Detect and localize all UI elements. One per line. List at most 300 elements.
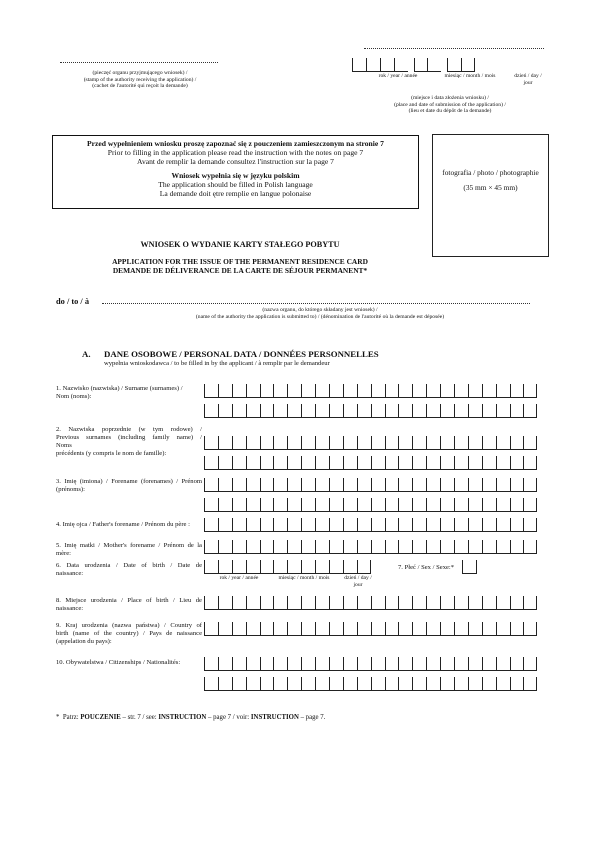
char-box[interactable] xyxy=(218,657,232,671)
char-box[interactable] xyxy=(218,498,232,512)
char-box[interactable] xyxy=(246,657,260,671)
char-box[interactable] xyxy=(496,404,510,418)
char-box[interactable] xyxy=(454,498,468,512)
char-box[interactable] xyxy=(357,478,371,492)
char-box[interactable] xyxy=(454,540,468,554)
char-box[interactable] xyxy=(260,456,274,470)
char-box[interactable] xyxy=(301,622,315,636)
char-box[interactable] xyxy=(301,540,315,554)
char-box[interactable] xyxy=(329,498,343,512)
char-box[interactable] xyxy=(357,498,371,512)
char-box[interactable] xyxy=(496,657,510,671)
char-box[interactable] xyxy=(454,404,468,418)
char-box[interactable] xyxy=(343,404,357,418)
char-box[interactable] xyxy=(523,622,537,636)
char-box[interactable] xyxy=(454,677,468,691)
char-box[interactable] xyxy=(315,478,329,492)
char-box[interactable] xyxy=(246,456,260,470)
char-box[interactable] xyxy=(371,677,385,691)
char-box[interactable] xyxy=(287,404,301,418)
char-box[interactable] xyxy=(204,498,218,512)
char-box[interactable] xyxy=(260,540,274,554)
char-box[interactable] xyxy=(510,478,524,492)
char-box[interactable] xyxy=(218,622,232,636)
char-box[interactable] xyxy=(523,478,537,492)
char-box[interactable] xyxy=(510,657,524,671)
char-box[interactable] xyxy=(468,677,482,691)
char-box[interactable] xyxy=(523,384,537,398)
char-box[interactable] xyxy=(371,596,385,610)
char-box[interactable] xyxy=(523,677,537,691)
char-box[interactable] xyxy=(371,456,385,470)
char-box[interactable] xyxy=(398,498,412,512)
char-box[interactable] xyxy=(385,498,399,512)
char-box[interactable] xyxy=(204,384,218,398)
char-box[interactable] xyxy=(315,596,329,610)
char-box[interactable] xyxy=(329,384,343,398)
char-box[interactable] xyxy=(343,657,357,671)
char-box[interactable] xyxy=(260,498,274,512)
char-box[interactable] xyxy=(246,384,260,398)
char-box[interactable] xyxy=(218,677,232,691)
char-box[interactable] xyxy=(343,622,357,636)
char-box[interactable] xyxy=(523,518,537,532)
char-box[interactable] xyxy=(301,657,315,671)
char-box[interactable] xyxy=(523,657,537,671)
char-box[interactable] xyxy=(398,596,412,610)
char-box[interactable] xyxy=(273,384,287,398)
char-box[interactable] xyxy=(260,657,274,671)
char-box[interactable] xyxy=(287,518,301,532)
char-box[interactable] xyxy=(468,478,482,492)
char-box[interactable] xyxy=(496,622,510,636)
char-box[interactable] xyxy=(462,560,477,574)
char-box[interactable] xyxy=(329,456,343,470)
char-box[interactable] xyxy=(273,560,287,574)
char-box[interactable] xyxy=(523,404,537,418)
char-box[interactable] xyxy=(371,436,385,450)
char-box[interactable] xyxy=(426,596,440,610)
char-box[interactable] xyxy=(371,540,385,554)
char-box[interactable] xyxy=(398,622,412,636)
char-box[interactable] xyxy=(232,436,246,450)
char-box[interactable] xyxy=(523,456,537,470)
char-box[interactable] xyxy=(273,456,287,470)
char-box[interactable] xyxy=(218,518,232,532)
char-box[interactable] xyxy=(315,384,329,398)
char-box[interactable] xyxy=(398,436,412,450)
char-box[interactable] xyxy=(412,384,426,398)
char-box[interactable] xyxy=(440,436,454,450)
char-box[interactable] xyxy=(260,436,274,450)
char-box[interactable] xyxy=(246,677,260,691)
char-box[interactable] xyxy=(301,498,315,512)
char-box[interactable] xyxy=(301,404,315,418)
submission-date-boxes[interactable] xyxy=(352,58,475,72)
char-box[interactable] xyxy=(246,596,260,610)
char-box[interactable] xyxy=(426,677,440,691)
char-box[interactable] xyxy=(343,498,357,512)
char-box[interactable] xyxy=(329,518,343,532)
char-box[interactable] xyxy=(232,622,246,636)
char-box[interactable] xyxy=(287,498,301,512)
char-box[interactable] xyxy=(468,657,482,671)
char-box[interactable] xyxy=(357,677,371,691)
char-box[interactable] xyxy=(357,540,371,554)
previous-surnames-boxes-row2[interactable] xyxy=(204,456,537,470)
char-box[interactable] xyxy=(315,540,329,554)
char-box[interactable] xyxy=(394,58,408,72)
char-box[interactable] xyxy=(440,657,454,671)
char-box[interactable] xyxy=(329,560,343,574)
char-box[interactable] xyxy=(204,518,218,532)
char-box[interactable] xyxy=(287,677,301,691)
char-box[interactable] xyxy=(510,456,524,470)
char-box[interactable] xyxy=(454,622,468,636)
char-box[interactable] xyxy=(329,436,343,450)
char-box[interactable] xyxy=(385,478,399,492)
char-box[interactable] xyxy=(510,596,524,610)
surname-boxes-row2[interactable] xyxy=(204,404,537,418)
char-box[interactable] xyxy=(510,384,524,398)
char-box[interactable] xyxy=(273,622,287,636)
char-box[interactable] xyxy=(204,677,218,691)
previous-surnames-boxes-row1[interactable] xyxy=(204,436,537,450)
char-box[interactable] xyxy=(412,456,426,470)
char-box[interactable] xyxy=(496,518,510,532)
char-box[interactable] xyxy=(385,540,399,554)
char-box[interactable] xyxy=(287,560,301,574)
char-box[interactable] xyxy=(260,478,274,492)
char-box[interactable] xyxy=(273,540,287,554)
char-box[interactable] xyxy=(357,560,371,574)
char-box[interactable] xyxy=(468,404,482,418)
char-box[interactable] xyxy=(454,478,468,492)
char-box[interactable] xyxy=(371,404,385,418)
char-box[interactable] xyxy=(287,384,301,398)
char-box[interactable] xyxy=(301,478,315,492)
char-box[interactable] xyxy=(412,478,426,492)
char-box[interactable] xyxy=(343,540,357,554)
char-box[interactable] xyxy=(329,404,343,418)
char-box[interactable] xyxy=(398,657,412,671)
char-box[interactable] xyxy=(385,436,399,450)
char-box[interactable] xyxy=(315,622,329,636)
char-box[interactable] xyxy=(218,404,232,418)
father-forename-boxes[interactable] xyxy=(204,518,537,532)
char-box[interactable] xyxy=(246,560,260,574)
char-box[interactable] xyxy=(232,518,246,532)
char-box[interactable] xyxy=(204,622,218,636)
char-box[interactable] xyxy=(315,404,329,418)
char-box[interactable] xyxy=(273,657,287,671)
char-box[interactable] xyxy=(218,478,232,492)
char-box[interactable] xyxy=(398,456,412,470)
char-box[interactable] xyxy=(204,456,218,470)
char-box[interactable] xyxy=(426,622,440,636)
char-box[interactable] xyxy=(371,518,385,532)
char-box[interactable] xyxy=(385,404,399,418)
char-box[interactable] xyxy=(482,622,496,636)
char-box[interactable] xyxy=(496,540,510,554)
char-box[interactable] xyxy=(412,677,426,691)
char-box[interactable] xyxy=(343,677,357,691)
char-box[interactable] xyxy=(426,498,440,512)
char-box[interactable] xyxy=(287,478,301,492)
char-box[interactable] xyxy=(412,596,426,610)
char-box[interactable] xyxy=(232,384,246,398)
char-box[interactable] xyxy=(440,456,454,470)
char-box[interactable] xyxy=(232,404,246,418)
char-box[interactable] xyxy=(454,384,468,398)
char-box[interactable] xyxy=(510,677,524,691)
char-box[interactable] xyxy=(440,622,454,636)
char-box[interactable] xyxy=(426,436,440,450)
char-box[interactable] xyxy=(204,478,218,492)
char-box[interactable] xyxy=(482,518,496,532)
char-box[interactable] xyxy=(371,622,385,636)
char-box[interactable] xyxy=(329,657,343,671)
char-box[interactable] xyxy=(398,404,412,418)
char-box[interactable] xyxy=(204,560,218,574)
char-box[interactable] xyxy=(301,560,315,574)
char-box[interactable] xyxy=(273,498,287,512)
char-box[interactable] xyxy=(385,384,399,398)
char-box[interactable] xyxy=(496,384,510,398)
char-box[interactable] xyxy=(482,436,496,450)
char-box[interactable] xyxy=(343,384,357,398)
char-box[interactable] xyxy=(371,498,385,512)
char-box[interactable] xyxy=(301,436,315,450)
char-box[interactable] xyxy=(371,384,385,398)
char-box[interactable] xyxy=(461,58,475,72)
char-box[interactable] xyxy=(357,436,371,450)
char-box[interactable] xyxy=(468,596,482,610)
char-box[interactable] xyxy=(510,404,524,418)
char-box[interactable] xyxy=(523,596,537,610)
char-box[interactable] xyxy=(329,596,343,610)
char-box[interactable] xyxy=(287,456,301,470)
char-box[interactable] xyxy=(246,540,260,554)
citizenship-boxes-row2[interactable] xyxy=(204,677,537,691)
char-box[interactable] xyxy=(204,596,218,610)
char-box[interactable] xyxy=(260,677,274,691)
char-box[interactable] xyxy=(523,436,537,450)
char-box[interactable] xyxy=(385,677,399,691)
char-box[interactable] xyxy=(426,456,440,470)
char-box[interactable] xyxy=(447,58,461,72)
char-box[interactable] xyxy=(385,622,399,636)
char-box[interactable] xyxy=(357,404,371,418)
char-box[interactable] xyxy=(371,657,385,671)
char-box[interactable] xyxy=(371,478,385,492)
char-box[interactable] xyxy=(523,540,537,554)
forename-boxes-row1[interactable] xyxy=(204,478,537,492)
char-box[interactable] xyxy=(482,657,496,671)
char-box[interactable] xyxy=(218,384,232,398)
char-box[interactable] xyxy=(412,622,426,636)
char-box[interactable] xyxy=(315,498,329,512)
char-box[interactable] xyxy=(385,596,399,610)
char-box[interactable] xyxy=(414,58,428,72)
char-box[interactable] xyxy=(273,478,287,492)
char-box[interactable] xyxy=(204,436,218,450)
char-box[interactable] xyxy=(385,518,399,532)
char-box[interactable] xyxy=(426,540,440,554)
birth-country-boxes[interactable] xyxy=(204,622,537,636)
char-box[interactable] xyxy=(232,540,246,554)
char-box[interactable] xyxy=(398,540,412,554)
char-box[interactable] xyxy=(301,518,315,532)
char-box[interactable] xyxy=(412,657,426,671)
char-box[interactable] xyxy=(398,384,412,398)
char-box[interactable] xyxy=(273,436,287,450)
char-box[interactable] xyxy=(260,384,274,398)
char-box[interactable] xyxy=(246,478,260,492)
mother-forename-boxes[interactable] xyxy=(204,540,537,554)
char-box[interactable] xyxy=(412,404,426,418)
char-box[interactable] xyxy=(357,518,371,532)
char-box[interactable] xyxy=(380,58,394,72)
forename-boxes-row2[interactable] xyxy=(204,498,537,512)
char-box[interactable] xyxy=(440,498,454,512)
char-box[interactable] xyxy=(426,518,440,532)
char-box[interactable] xyxy=(246,518,260,532)
char-box[interactable] xyxy=(454,657,468,671)
char-box[interactable] xyxy=(232,478,246,492)
char-box[interactable] xyxy=(385,456,399,470)
char-box[interactable] xyxy=(246,436,260,450)
char-box[interactable] xyxy=(412,436,426,450)
char-box[interactable] xyxy=(426,384,440,398)
char-box[interactable] xyxy=(482,677,496,691)
char-box[interactable] xyxy=(343,596,357,610)
char-box[interactable] xyxy=(315,560,329,574)
char-box[interactable] xyxy=(468,540,482,554)
birth-place-boxes[interactable] xyxy=(204,596,537,610)
char-box[interactable] xyxy=(357,657,371,671)
char-box[interactable] xyxy=(385,657,399,671)
char-box[interactable] xyxy=(218,436,232,450)
char-box[interactable] xyxy=(246,404,260,418)
char-box[interactable] xyxy=(412,518,426,532)
photo-box[interactable] xyxy=(432,134,549,257)
char-box[interactable] xyxy=(510,436,524,450)
char-box[interactable] xyxy=(357,456,371,470)
char-box[interactable] xyxy=(343,478,357,492)
char-box[interactable] xyxy=(218,596,232,610)
char-box[interactable] xyxy=(329,478,343,492)
char-box[interactable] xyxy=(204,404,218,418)
char-box[interactable] xyxy=(315,677,329,691)
char-box[interactable] xyxy=(232,677,246,691)
char-box[interactable] xyxy=(454,596,468,610)
char-box[interactable] xyxy=(468,622,482,636)
char-box[interactable] xyxy=(329,540,343,554)
char-box[interactable] xyxy=(482,540,496,554)
char-box[interactable] xyxy=(273,677,287,691)
char-box[interactable] xyxy=(232,456,246,470)
char-box[interactable] xyxy=(218,540,232,554)
char-box[interactable] xyxy=(523,498,537,512)
char-box[interactable] xyxy=(482,596,496,610)
char-box[interactable] xyxy=(398,518,412,532)
char-box[interactable] xyxy=(510,540,524,554)
char-box[interactable] xyxy=(482,404,496,418)
char-box[interactable] xyxy=(287,540,301,554)
char-box[interactable] xyxy=(440,596,454,610)
char-box[interactable] xyxy=(398,478,412,492)
char-box[interactable] xyxy=(301,677,315,691)
char-box[interactable] xyxy=(482,456,496,470)
char-box[interactable] xyxy=(454,456,468,470)
char-box[interactable] xyxy=(440,384,454,398)
char-box[interactable] xyxy=(315,657,329,671)
char-box[interactable] xyxy=(343,560,357,574)
char-box[interactable] xyxy=(366,58,380,72)
citizenship-boxes-row1[interactable] xyxy=(204,657,537,671)
char-box[interactable] xyxy=(510,622,524,636)
char-box[interactable] xyxy=(496,436,510,450)
char-box[interactable] xyxy=(440,677,454,691)
char-box[interactable] xyxy=(260,404,274,418)
char-box[interactable] xyxy=(204,657,218,671)
char-box[interactable] xyxy=(412,498,426,512)
char-box[interactable] xyxy=(454,436,468,450)
char-box[interactable] xyxy=(273,518,287,532)
char-box[interactable] xyxy=(287,657,301,671)
char-box[interactable] xyxy=(246,498,260,512)
char-box[interactable] xyxy=(426,404,440,418)
char-box[interactable] xyxy=(440,404,454,418)
char-box[interactable] xyxy=(357,384,371,398)
char-box[interactable] xyxy=(287,436,301,450)
char-box[interactable] xyxy=(232,657,246,671)
char-box[interactable] xyxy=(440,518,454,532)
char-box[interactable] xyxy=(427,58,441,72)
char-box[interactable] xyxy=(315,436,329,450)
char-box[interactable] xyxy=(232,596,246,610)
char-box[interactable] xyxy=(260,596,274,610)
char-box[interactable] xyxy=(301,596,315,610)
char-box[interactable] xyxy=(260,622,274,636)
surname-boxes-row1[interactable] xyxy=(204,384,537,398)
char-box[interactable] xyxy=(357,596,371,610)
char-box[interactable] xyxy=(468,456,482,470)
char-box[interactable] xyxy=(440,540,454,554)
char-box[interactable] xyxy=(232,498,246,512)
char-box[interactable] xyxy=(301,384,315,398)
char-box[interactable] xyxy=(352,58,366,72)
char-box[interactable] xyxy=(426,478,440,492)
char-box[interactable] xyxy=(301,456,315,470)
char-box[interactable] xyxy=(468,436,482,450)
char-box[interactable] xyxy=(315,456,329,470)
char-box[interactable] xyxy=(329,677,343,691)
char-box[interactable] xyxy=(482,498,496,512)
char-box[interactable] xyxy=(510,518,524,532)
char-box[interactable] xyxy=(343,456,357,470)
char-box[interactable] xyxy=(496,596,510,610)
char-box[interactable] xyxy=(482,384,496,398)
char-box[interactable] xyxy=(510,498,524,512)
char-box[interactable] xyxy=(287,622,301,636)
char-box[interactable] xyxy=(343,518,357,532)
char-box[interactable] xyxy=(357,622,371,636)
char-box[interactable] xyxy=(496,677,510,691)
sex-box[interactable] xyxy=(462,560,477,574)
char-box[interactable] xyxy=(343,436,357,450)
